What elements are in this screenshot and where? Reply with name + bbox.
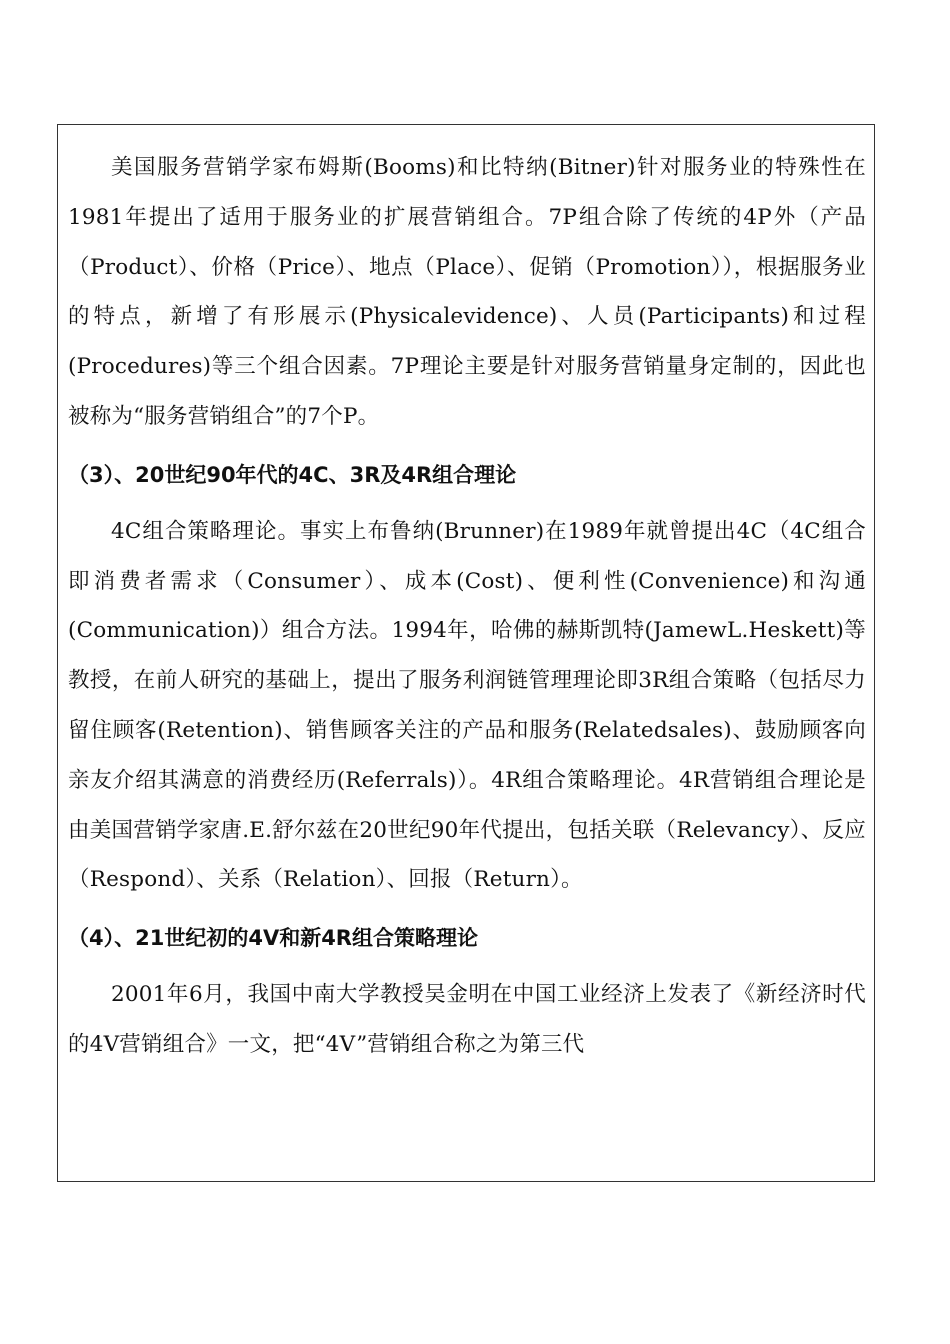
- section-heading-3: （3）、20世纪90年代的4C、3R及4R组合理论: [68, 462, 517, 487]
- section-heading-4: （4）、21世纪初的4V和新4R组合策略理论: [68, 926, 478, 951]
- document-body: [68, 143, 866, 1070]
- paragraph-4c-3r-4r-theory: 4C组合策略理论。事实上布鲁纳(Brunner)在1989年就曾提出4C（4C组合即消费者需求（Consumer）、成本(Cost)、便利性(Convenience)和沟通(Communication)）组合方法。1994年，哈佛的赫斯凯特(JamewL.Heskett)等教授，在前人研究的基础上，提出了服务利润链管理理论即3R组合策略（包括尽力留住顾客(Retention)、销售顾客关注的产品和服务(Relatedsales)、鼓励顾客向亲友介绍其满意的消费经历(Referrals)）。4R组合策略理论。4R营销组合理论是由美国营销学家唐.E.舒尔兹在20世纪90年代提出，包括关联（Relevancy）、反应（Respond）、关系（Relation）、回报（Return）。: [68, 518, 866, 893]
- paragraph-7p-theory: 美国服务营销学家布姆斯(Booms)和比特纳(Bitner)针对服务业的特殊性在1981年提出了适用于服务业的扩展营销组合。7P组合除了传统的4P外（产品（Product）、价格（Price）、地点（Place）、促销（Promotion）），根据服务业的特点，新增了有形展示(Physicalevidence)、人员(Participants)和过程(Procedures)等三个组合因素。7P理论主要是针对服务营销量身定制的，因此也被称为“服务营销组合”的7个P。: [68, 155, 866, 429]
- content-frame: [57, 124, 875, 1182]
- paragraph-4v-theory: 2001年6月，我国中南大学教授吴金明在中国工业经济上发表了《新经济时代的4V营销组合》一文，把“4V”营销组合称之为第三代: [68, 982, 866, 1057]
